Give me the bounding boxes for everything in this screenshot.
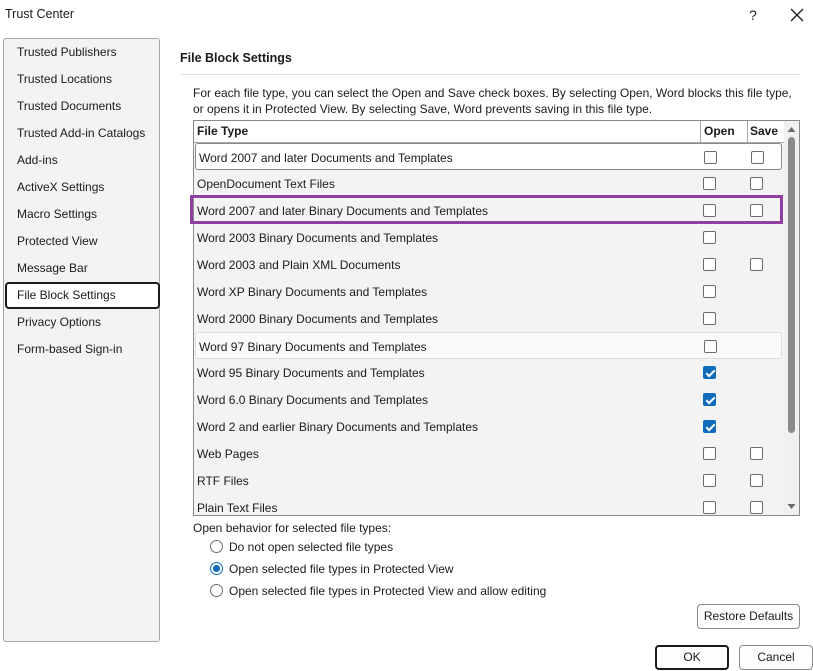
sidebar-item-activex-settings[interactable]: ActiveX Settings (17, 180, 105, 194)
table-row[interactable] (194, 494, 784, 516)
sidebar-item-form-based-sign-in[interactable]: Form-based Sign-in (17, 342, 123, 356)
radio-label: Do not open selected file types (229, 540, 394, 554)
highlight-box (190, 195, 783, 224)
help-icon[interactable]: ? (749, 7, 757, 23)
file-type-label: Word 2003 and Plain XML Documents (197, 258, 401, 272)
file-type-label: Word 2007 and later Documents and Templates (199, 151, 453, 165)
save-checkbox[interactable] (751, 151, 764, 164)
restore-defaults-button[interactable]: Restore Defaults (697, 604, 800, 629)
radio-button[interactable] (210, 584, 223, 597)
column-header-save[interactable]: Save (750, 124, 779, 138)
open-checkbox[interactable] (703, 447, 716, 460)
section-divider (180, 74, 800, 75)
section-title: File Block Settings (180, 51, 292, 65)
table-row[interactable] (194, 224, 784, 251)
sidebar-item-add-ins[interactable]: Add-ins (17, 153, 58, 167)
sidebar-item-file-block-settings[interactable]: File Block Settings (5, 282, 160, 309)
sidebar-item-trusted-publishers[interactable]: Trusted Publishers (17, 45, 117, 59)
table-row[interactable] (194, 413, 784, 440)
open-checkbox[interactable] (703, 393, 716, 406)
file-type-label: Word 2000 Binary Documents and Templates (197, 312, 439, 326)
file-type-label: Word 2 and earlier Binary Documents and Templates (197, 420, 479, 434)
save-checkbox[interactable] (750, 447, 763, 460)
save-checkbox[interactable] (750, 177, 763, 190)
sidebar-nav (3, 38, 160, 642)
open-checkbox[interactable] (703, 258, 716, 271)
sidebar-item-privacy-options[interactable]: Privacy Options (17, 315, 102, 329)
open-checkbox[interactable] (704, 151, 717, 164)
open-checkbox[interactable] (703, 177, 716, 190)
table-row[interactable] (195, 332, 782, 359)
scroll-thumb[interactable] (788, 137, 795, 433)
table-row[interactable] (194, 359, 784, 386)
save-checkbox[interactable] (750, 258, 763, 271)
column-divider (700, 121, 701, 143)
column-header-open[interactable]: Open (704, 124, 735, 138)
chevron-down-icon[interactable] (787, 502, 796, 511)
sidebar-item-protected-view[interactable]: Protected View (17, 234, 98, 248)
save-checkbox[interactable] (750, 501, 763, 514)
radio-label: Open selected file types in Protected View (229, 562, 454, 576)
grid-scrollbar[interactable] (784, 121, 799, 515)
open-checkbox[interactable] (703, 285, 716, 298)
table-row[interactable] (194, 467, 784, 494)
table-row[interactable] (194, 386, 784, 413)
sidebar-item-message-bar[interactable]: Message Bar (17, 261, 88, 275)
sidebar-item-trusted-locations[interactable]: Trusted Locations (17, 72, 112, 86)
radio-label: Open selected file types in Protected View and allow editing (229, 584, 547, 598)
sidebar-item-macro-settings[interactable]: Macro Settings (17, 207, 98, 221)
sidebar-item-trusted-documents[interactable]: Trusted Documents (17, 99, 122, 113)
table-row[interactable] (194, 251, 784, 278)
open-behavior-label: Open behavior for selected file types: (193, 521, 392, 535)
table-row[interactable] (194, 278, 784, 305)
file-type-grid[interactable] (193, 120, 800, 516)
intro-text: For each file type, you can select the Open and Save check boxes. By selecting Open, Word blocks this file type, or opens it in Protected View. By selecting Save, Word prevents saving in this file type. (193, 86, 792, 116)
grid-header (194, 121, 784, 143)
column-divider (747, 121, 748, 143)
file-type-label: Word 6.0 Binary Documents and Templates (197, 393, 429, 407)
ok-button[interactable]: OK (655, 645, 729, 670)
close-icon[interactable] (786, 4, 808, 26)
radio-button[interactable] (210, 540, 223, 553)
cancel-button[interactable]: Cancel (739, 645, 813, 670)
radio-button-selected[interactable] (210, 562, 223, 575)
table-row[interactable] (194, 305, 784, 332)
chevron-up-icon[interactable] (787, 125, 796, 134)
file-type-label: Plain Text Files (197, 501, 278, 515)
open-checkbox[interactable] (703, 474, 716, 487)
save-checkbox[interactable] (750, 474, 763, 487)
file-type-label: Word 97 Binary Documents and Templates (199, 340, 427, 354)
table-row[interactable] (194, 170, 784, 197)
file-type-label: Word 2003 Binary Documents and Templates (197, 231, 439, 245)
file-type-label: Word XP Binary Documents and Templates (197, 285, 428, 299)
open-checkbox[interactable] (704, 340, 717, 353)
table-row[interactable] (194, 440, 784, 467)
open-checkbox[interactable] (703, 312, 716, 325)
open-checkbox[interactable] (703, 366, 716, 379)
open-checkbox[interactable] (703, 231, 716, 244)
file-type-label: Web Pages (197, 447, 259, 461)
table-row[interactable] (195, 143, 782, 170)
file-type-label: OpenDocument Text Files (197, 177, 335, 191)
window-title: Trust Center (5, 7, 75, 21)
open-checkbox[interactable] (703, 420, 716, 433)
file-type-label: RTF Files (197, 474, 249, 488)
title-bar (0, 0, 813, 30)
file-type-label: Word 95 Binary Documents and Templates (197, 366, 425, 380)
file-type-label: Word 2007 and later Binary Documents and Templates (197, 204, 489, 218)
sidebar-item-trusted-add-in-catalogs[interactable]: Trusted Add-in Catalogs (17, 126, 146, 140)
open-checkbox[interactable] (703, 501, 716, 514)
column-header-file-type[interactable]: File Type (197, 124, 249, 138)
